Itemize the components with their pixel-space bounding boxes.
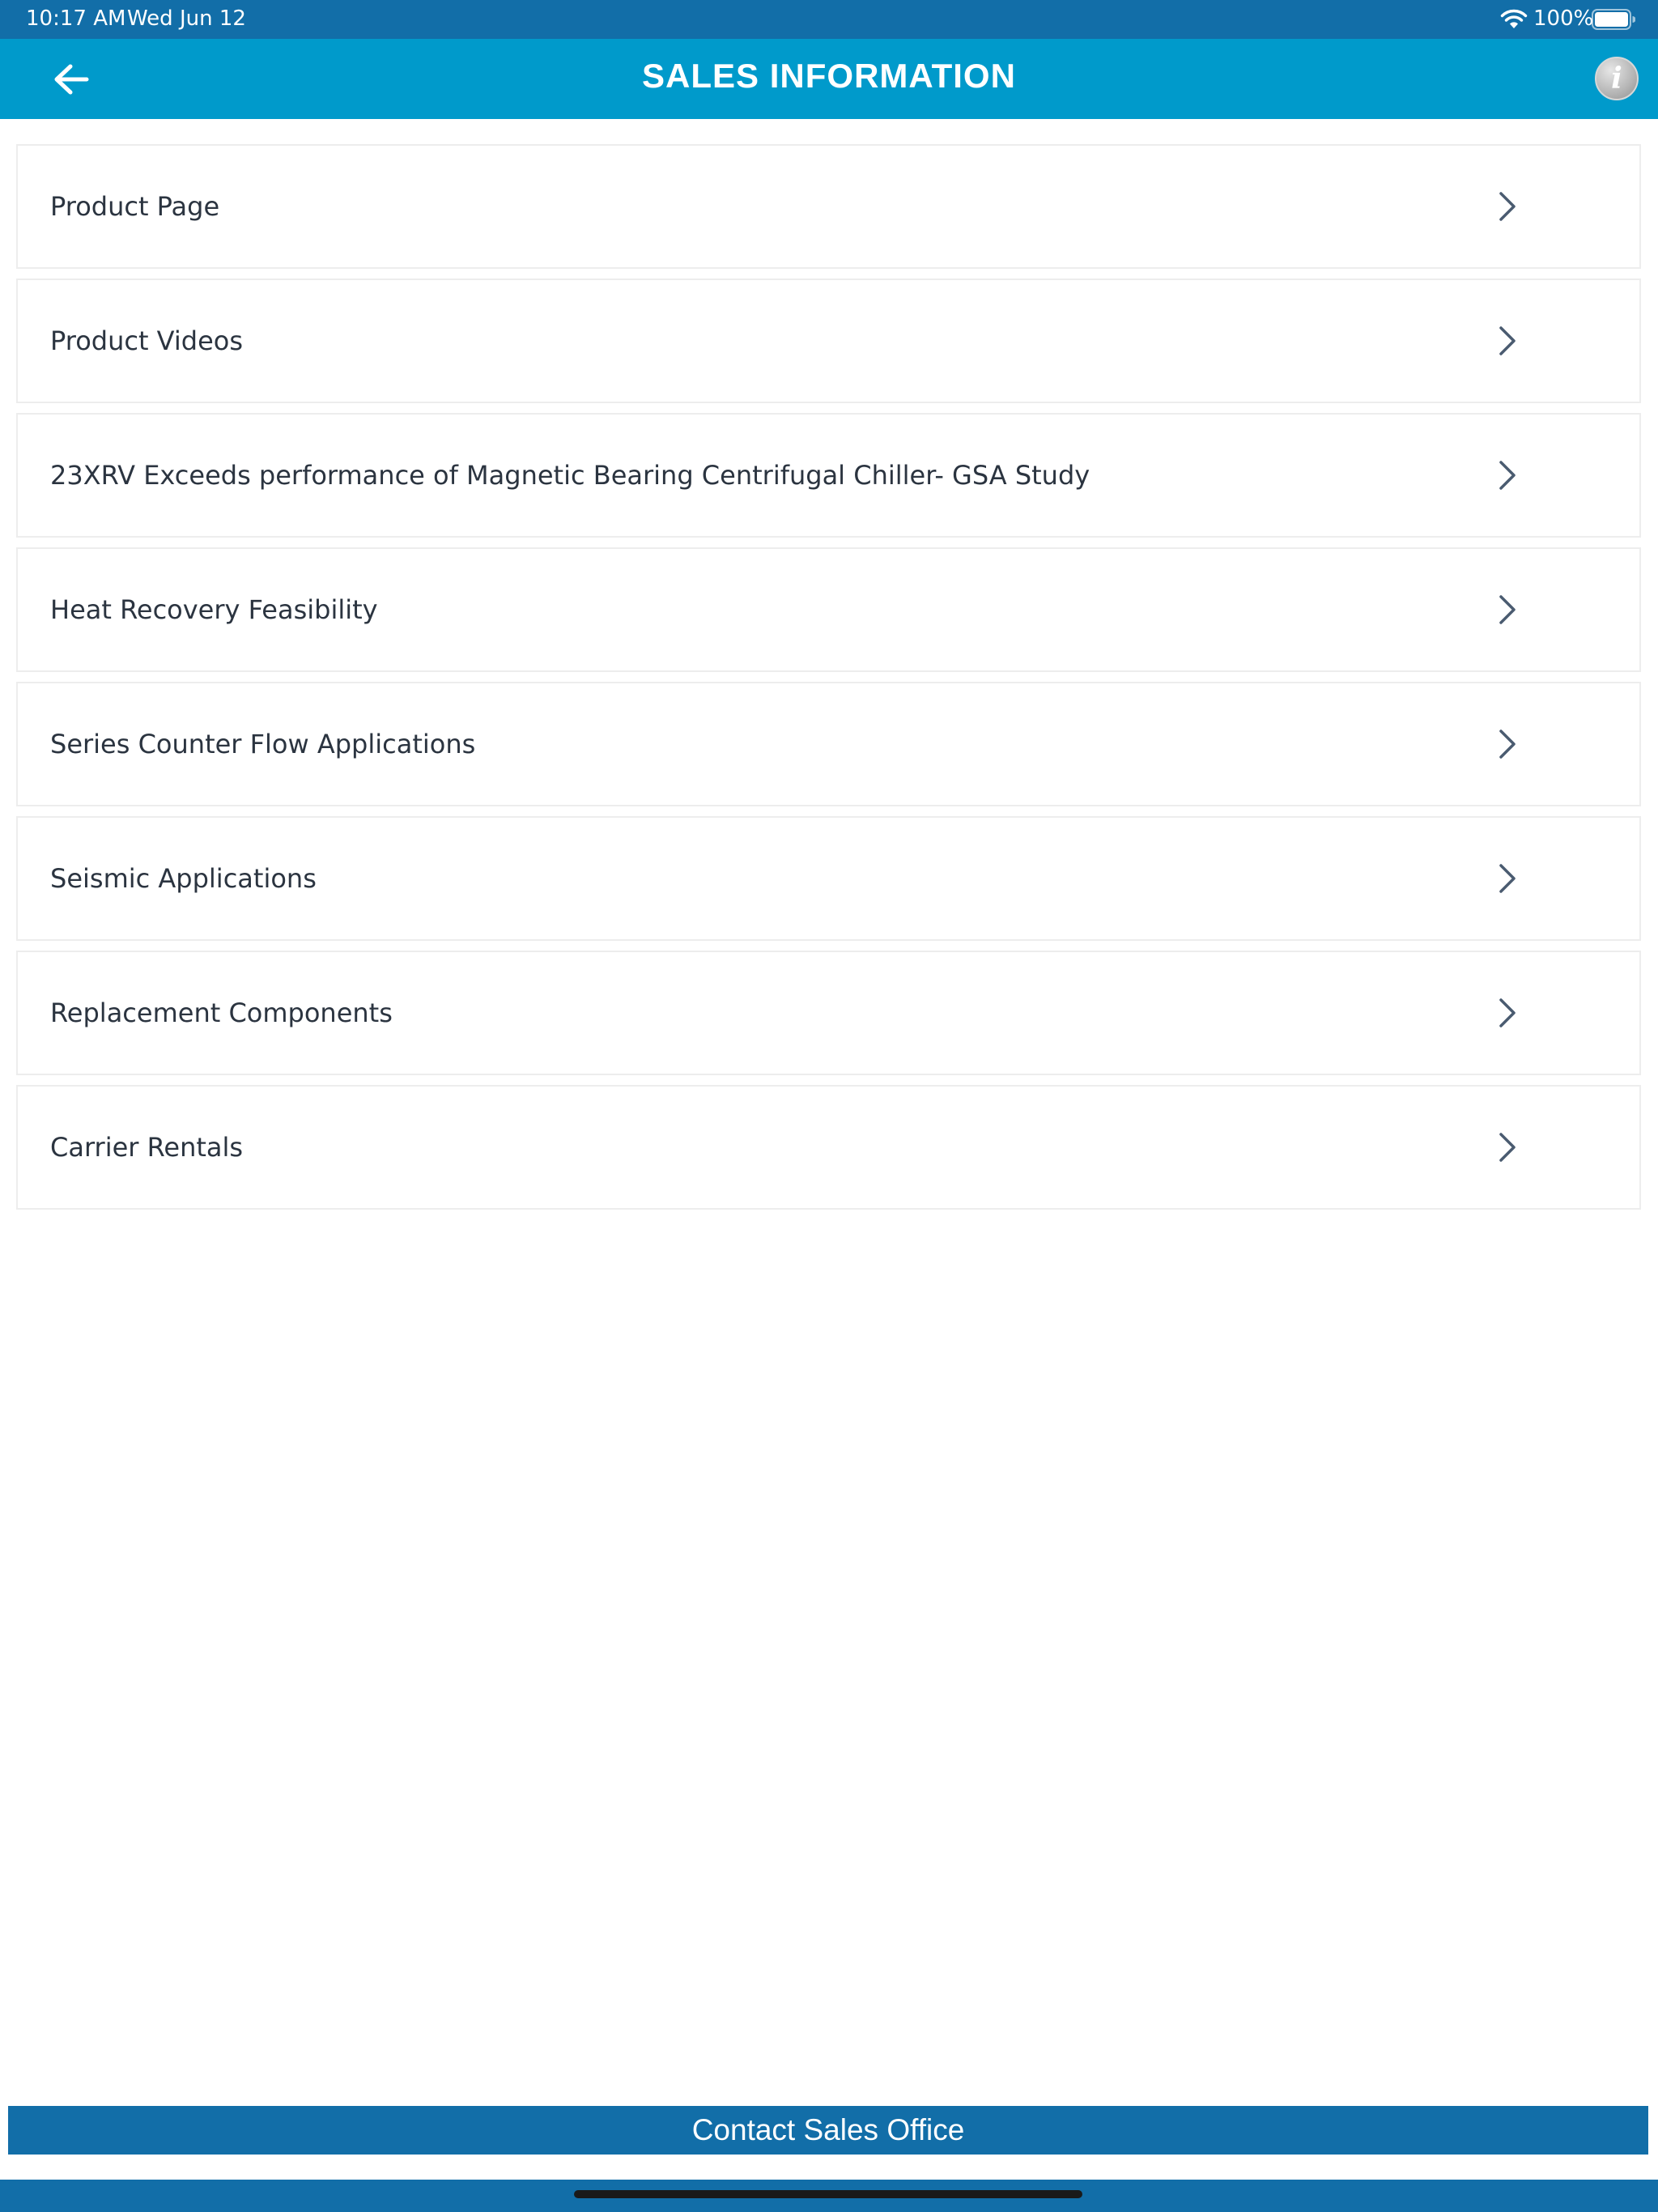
chevron-right-icon	[1491, 321, 1524, 361]
page-title: SALES INFORMATION	[642, 57, 1016, 95]
chevron-right-icon	[1491, 186, 1524, 227]
list-item-product-page[interactable]	[16, 144, 1641, 269]
list-item-23xrv-gsa-study[interactable]	[16, 413, 1641, 538]
battery-icon	[1592, 9, 1635, 30]
chevron-right-icon	[1491, 1127, 1524, 1168]
status-bar	[0, 0, 1658, 39]
status-date: Wed Jun 12	[127, 6, 246, 31]
list-item-label: Heat Recovery Feasibility	[50, 594, 378, 625]
list-item-label: 23XRV Exceeds performance of Magnetic Bearing Centrifugal Chiller- GSA Study	[50, 460, 1090, 491]
list-item-series-counter-flow[interactable]	[16, 682, 1641, 806]
contact-sales-office-label: Contact Sales Office	[691, 2113, 965, 2146]
chevron-right-icon	[1491, 455, 1524, 496]
status-time: 10:17 AM	[26, 6, 126, 31]
list-item-label: Carrier Rentals	[50, 1132, 244, 1163]
sales-info-list	[16, 144, 1641, 1219]
chevron-right-icon	[1491, 724, 1524, 764]
list-item-label: Product Videos	[50, 325, 243, 356]
info-icon: i	[1611, 62, 1622, 96]
battery-percentage: 100%	[1533, 6, 1594, 31]
chevron-right-icon	[1491, 858, 1524, 899]
contact-sales-office-button[interactable]	[8, 2106, 1648, 2155]
wifi-icon	[1499, 6, 1528, 31]
list-item-heat-recovery[interactable]	[16, 547, 1641, 672]
list-item-seismic-applications[interactable]	[16, 816, 1641, 941]
list-item-label: Series Counter Flow Applications	[50, 729, 476, 759]
info-button[interactable]	[1595, 57, 1639, 100]
list-item-replacement-components[interactable]	[16, 951, 1641, 1075]
navigation-bar	[0, 39, 1658, 119]
list-item-label: Replacement Components	[50, 998, 393, 1028]
chevron-right-icon	[1491, 993, 1524, 1033]
list-item-label: Seismic Applications	[50, 863, 317, 894]
list-item-product-videos[interactable]	[16, 279, 1641, 403]
home-indicator-area	[0, 2180, 1658, 2212]
home-indicator[interactable]	[574, 2190, 1082, 2198]
list-item-label: Product Page	[50, 191, 220, 222]
list-item-carrier-rentals[interactable]	[16, 1085, 1641, 1210]
chevron-right-icon	[1491, 589, 1524, 630]
